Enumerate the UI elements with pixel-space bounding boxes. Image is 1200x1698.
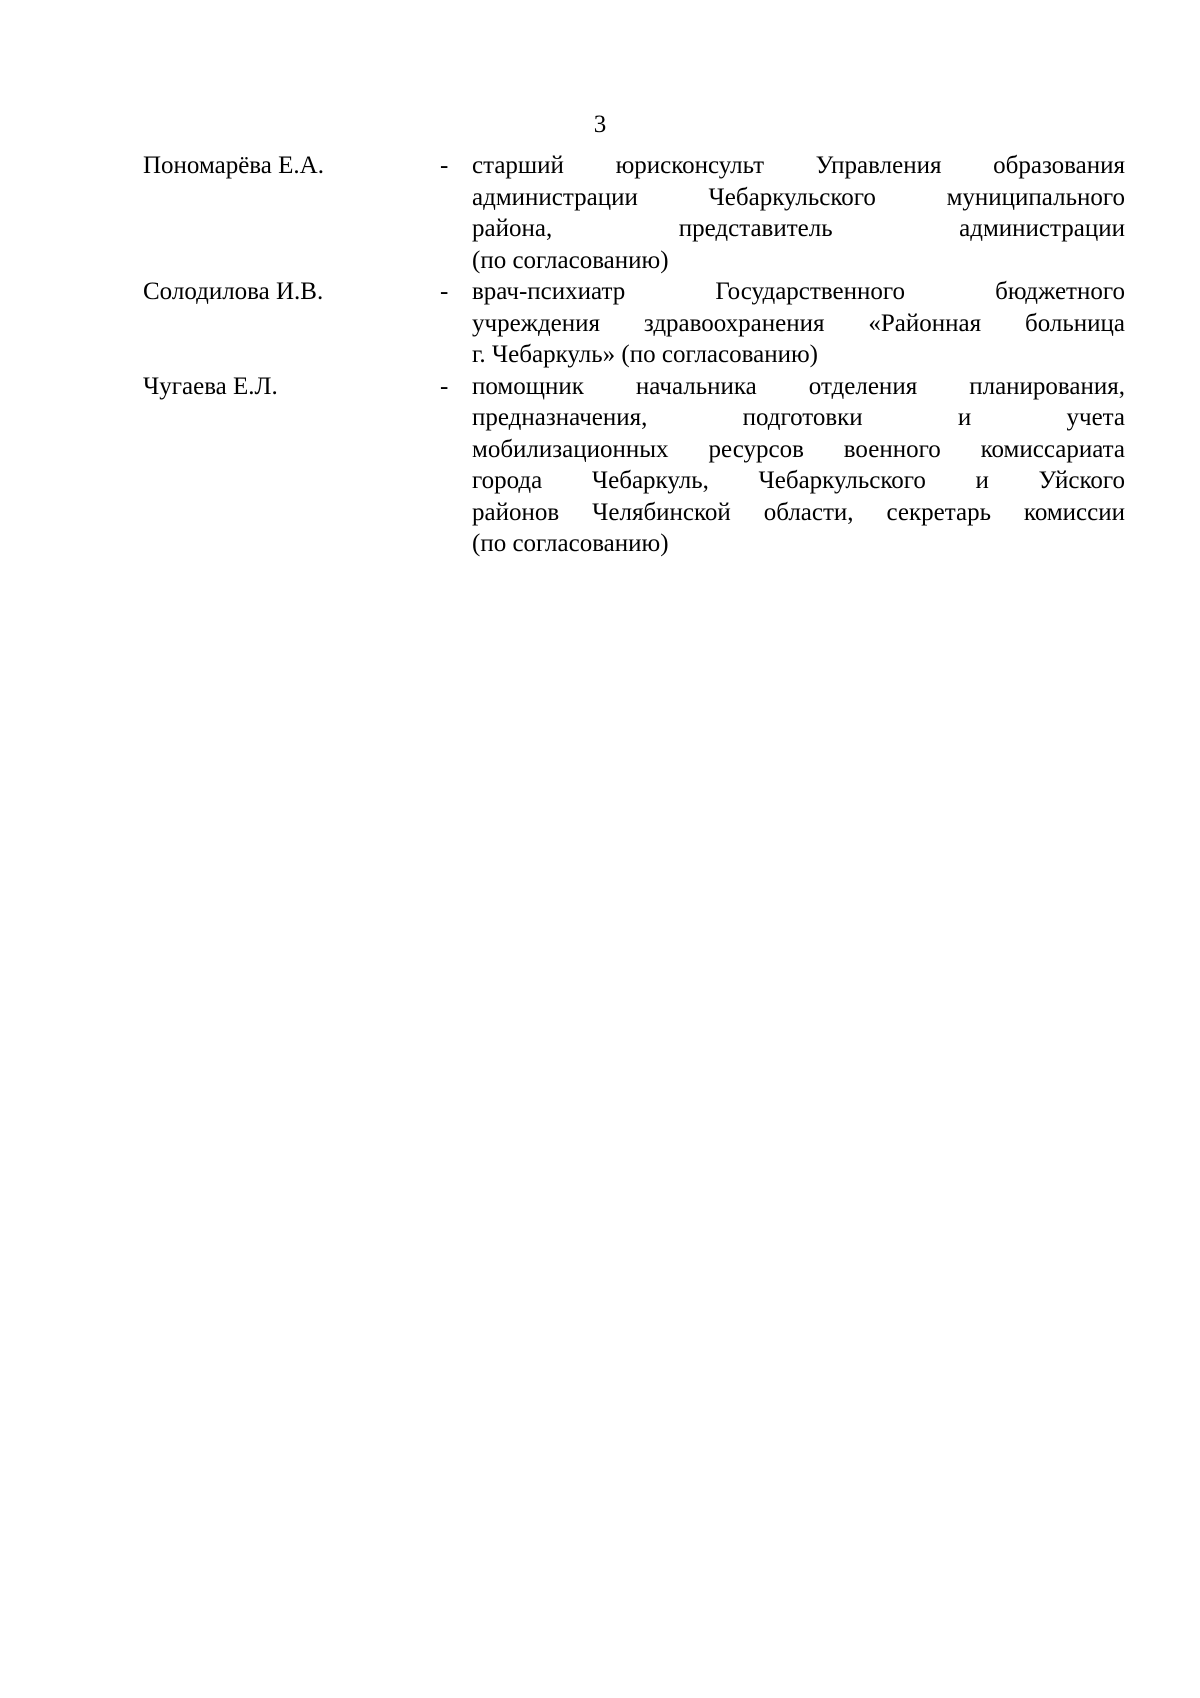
member-name: Солодилова И.В. [143,278,324,305]
description-line: мобилизационных ресурсов военного комиссариата [472,435,1125,463]
description-line: помощник начальника отделения планирования, [472,372,1125,400]
member-dash: - [440,372,449,400]
member-description [472,276,1125,371]
member-description [472,371,1125,560]
description-line: учреждения здравоохранения «Районная больница [472,309,1125,337]
member-row-ponomareva [0,150,1200,276]
page-number: 3 [593,111,607,138]
commission-members-list [0,150,1200,560]
description-line: (по согласованию) [472,246,669,274]
member-dash: - [440,278,449,305]
member-description [472,150,1125,276]
description-line: г. Чебаркуль» (по согласованию) [472,341,818,368]
member-dash: - [440,152,449,179]
description-line: предназначения, подготовки и учета [472,404,1125,431]
description-line: администрации Чебаркульского муниципального [472,183,1125,211]
description-line: района, представитель администрации [472,215,1125,242]
member-name: Чугаева Е.Л. [143,372,278,400]
description-line: старший юрисконсульт Управления образования [472,152,1125,179]
member-row-solodilova [0,276,1200,371]
description-line: врач-психиатр Государственного бюджетного [472,278,1125,305]
description-line: (по согласованию) [472,530,669,557]
description-line: города Чебаркуль, Чебаркульского и Уйского [472,467,1125,494]
member-name: Пономарёва Е.А. [143,152,324,179]
description-line: районов Челябинской области, секретарь комиссии [472,498,1125,526]
member-row-chugaeva [0,371,1200,560]
